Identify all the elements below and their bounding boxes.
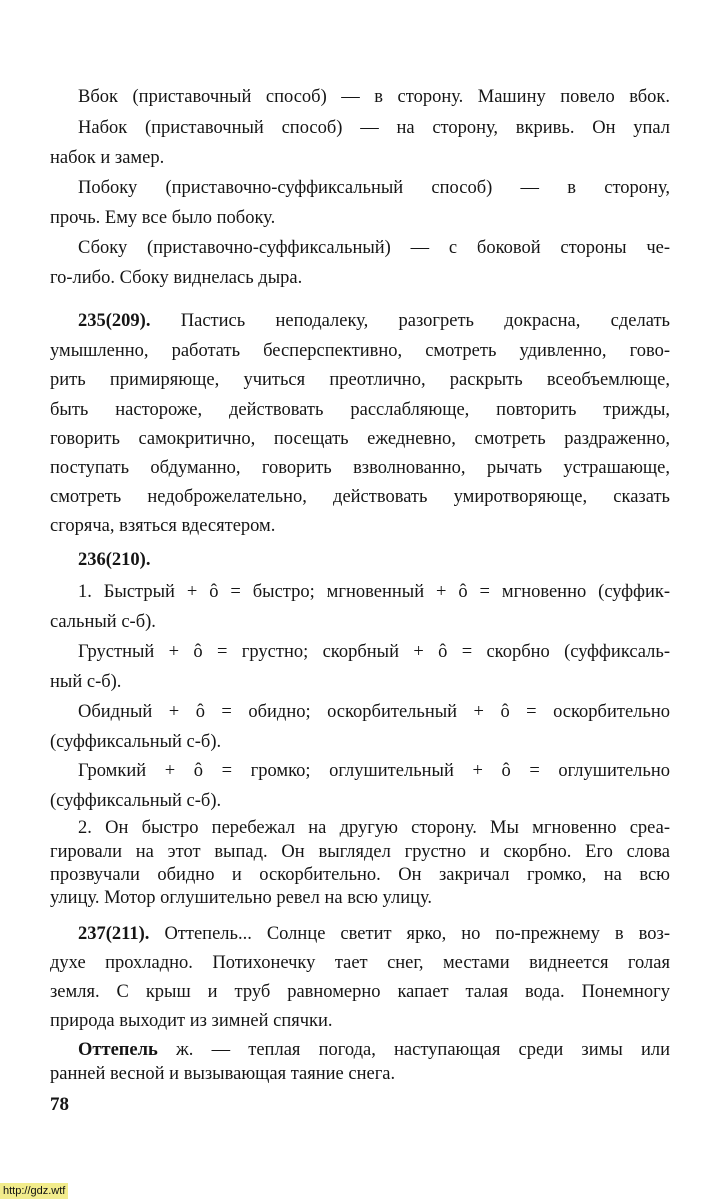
line-text: рить примиряюще, учиться преотлично, раскрыть всеобъемлюще, <box>50 370 670 390</box>
text-line <box>50 515 670 537</box>
page-number: 78 <box>50 1094 69 1115</box>
text-line <box>50 841 670 863</box>
text-line <box>78 237 670 259</box>
text-line <box>50 428 670 450</box>
text-line <box>50 267 670 289</box>
text-line <box>50 731 670 753</box>
exercise-number: 235(209). <box>78 311 151 331</box>
text-line <box>50 457 670 479</box>
line-text: Громкий + ô = громко; оглушительный + ô = оглушительно <box>78 761 670 781</box>
text-line <box>78 760 670 782</box>
text-line <box>78 817 670 839</box>
line-text: умышленно, работать бесперспективно, смотреть удивленно, гово- <box>50 341 670 361</box>
watermark-link[interactable]: http://gdz.wtf <box>0 1183 68 1199</box>
text-line <box>78 581 670 603</box>
text-line <box>78 117 670 139</box>
text-line <box>78 641 670 663</box>
line-text: говорить самокритично, посещать ежедневно, смотреть раздраженно, <box>50 429 670 449</box>
text-line <box>50 864 670 886</box>
line-text: (суффиксальный с-б). <box>50 791 222 811</box>
exercise-number: Оттепель <box>78 1040 158 1060</box>
line-text: Набок (приставочный способ) — на сторону, вкривь. Он упал <box>78 118 670 138</box>
line-text: духе прохладно. Потихонечку тает снег, местами виднеется голая <box>50 953 670 973</box>
line-text: Грустный + ô = грустно; скорбный + ô = скорбно (суффиксаль- <box>78 642 670 662</box>
text-line <box>78 177 670 199</box>
text-line <box>50 611 670 633</box>
text-line <box>50 340 670 362</box>
text-line <box>50 207 670 229</box>
text-line <box>50 1010 670 1032</box>
line-text: улицу. Мотор оглушительно ревел на всю улицу. <box>50 888 433 908</box>
line-text: 2. Он быстро перебежал на другую сторону. Мы мгновенно среа- <box>78 818 670 838</box>
line-text: поступать обдуманно, говорить взволнованно, рычать устрашающе, <box>50 458 670 478</box>
line-text: земля. С крыш и труб равномерно капает талая вода. Понемногу <box>50 982 670 1002</box>
line-text: Обидный + ô = обидно; оскорбительный + ô = оскорбительно <box>78 702 670 722</box>
line-text: гировали на этот выпад. Он выглядел грустно и скорбно. Его слова <box>50 842 670 862</box>
text-line <box>50 790 670 812</box>
line-text: 1. Быстрый + ô = быстро; мгновенный + ô = мгновенно (суффик- <box>78 582 670 602</box>
line-text: Вбок (приставочный способ) — в сторону. Машину повело вбок. <box>78 87 670 107</box>
text-line <box>50 369 670 391</box>
exercise-number: 237(211). <box>78 924 150 944</box>
line-text: набок и замер. <box>50 148 165 168</box>
line-text: смотреть недоброжелательно, действовать умиротворяюще, сказать <box>50 487 670 507</box>
text-line <box>78 86 670 108</box>
text-line <box>78 923 670 945</box>
text-line <box>78 310 670 332</box>
line-text: Пастись неподалеку, разогреть докрасна, сделать <box>150 311 670 331</box>
line-text: ный с-б). <box>50 672 122 692</box>
line-text: Побоку (приставочно-суффиксальный способ) — в сторону, <box>78 178 670 198</box>
line-text: го-либо. Сбоку виднелась дыра. <box>50 268 303 288</box>
text-line <box>50 671 670 693</box>
line-text: быть настороже, действовать расслабляюще, повторить трижды, <box>50 400 670 420</box>
text-line <box>50 981 670 1003</box>
line-text: сгоряча, взяться вдесятером. <box>50 516 276 536</box>
text-line <box>50 399 670 421</box>
line-text: ж. — теплая погода, наступающая среди зимы или <box>157 1040 670 1060</box>
line-text: прочь. Ему все было побоку. <box>50 208 276 228</box>
text-line <box>78 549 670 571</box>
line-text: ранней весной и вызывающая таяние снега. <box>50 1064 396 1084</box>
line-text: Сбоку (приставочно-суффиксальный) — с боковой стороны че- <box>78 238 670 258</box>
text-line <box>50 486 670 508</box>
text-line <box>78 701 670 723</box>
text-line <box>50 952 670 974</box>
line-text: природа выходит из зимней спячки. <box>50 1011 333 1031</box>
text-line <box>50 887 670 909</box>
line-text: (суффиксальный с-б). <box>50 732 222 752</box>
text-line <box>50 1063 670 1085</box>
line-text: сальный с-б). <box>50 612 156 632</box>
line-text: прозвучали обидно и оскорбительно. Он закричал громко, на всю <box>50 865 670 885</box>
text-line <box>50 147 670 169</box>
text-line <box>78 1039 670 1061</box>
line-text: Оттепель... Солнце светит ярко, но по-прежнему в воз- <box>149 924 670 944</box>
exercise-number: 236(210). <box>78 550 151 570</box>
